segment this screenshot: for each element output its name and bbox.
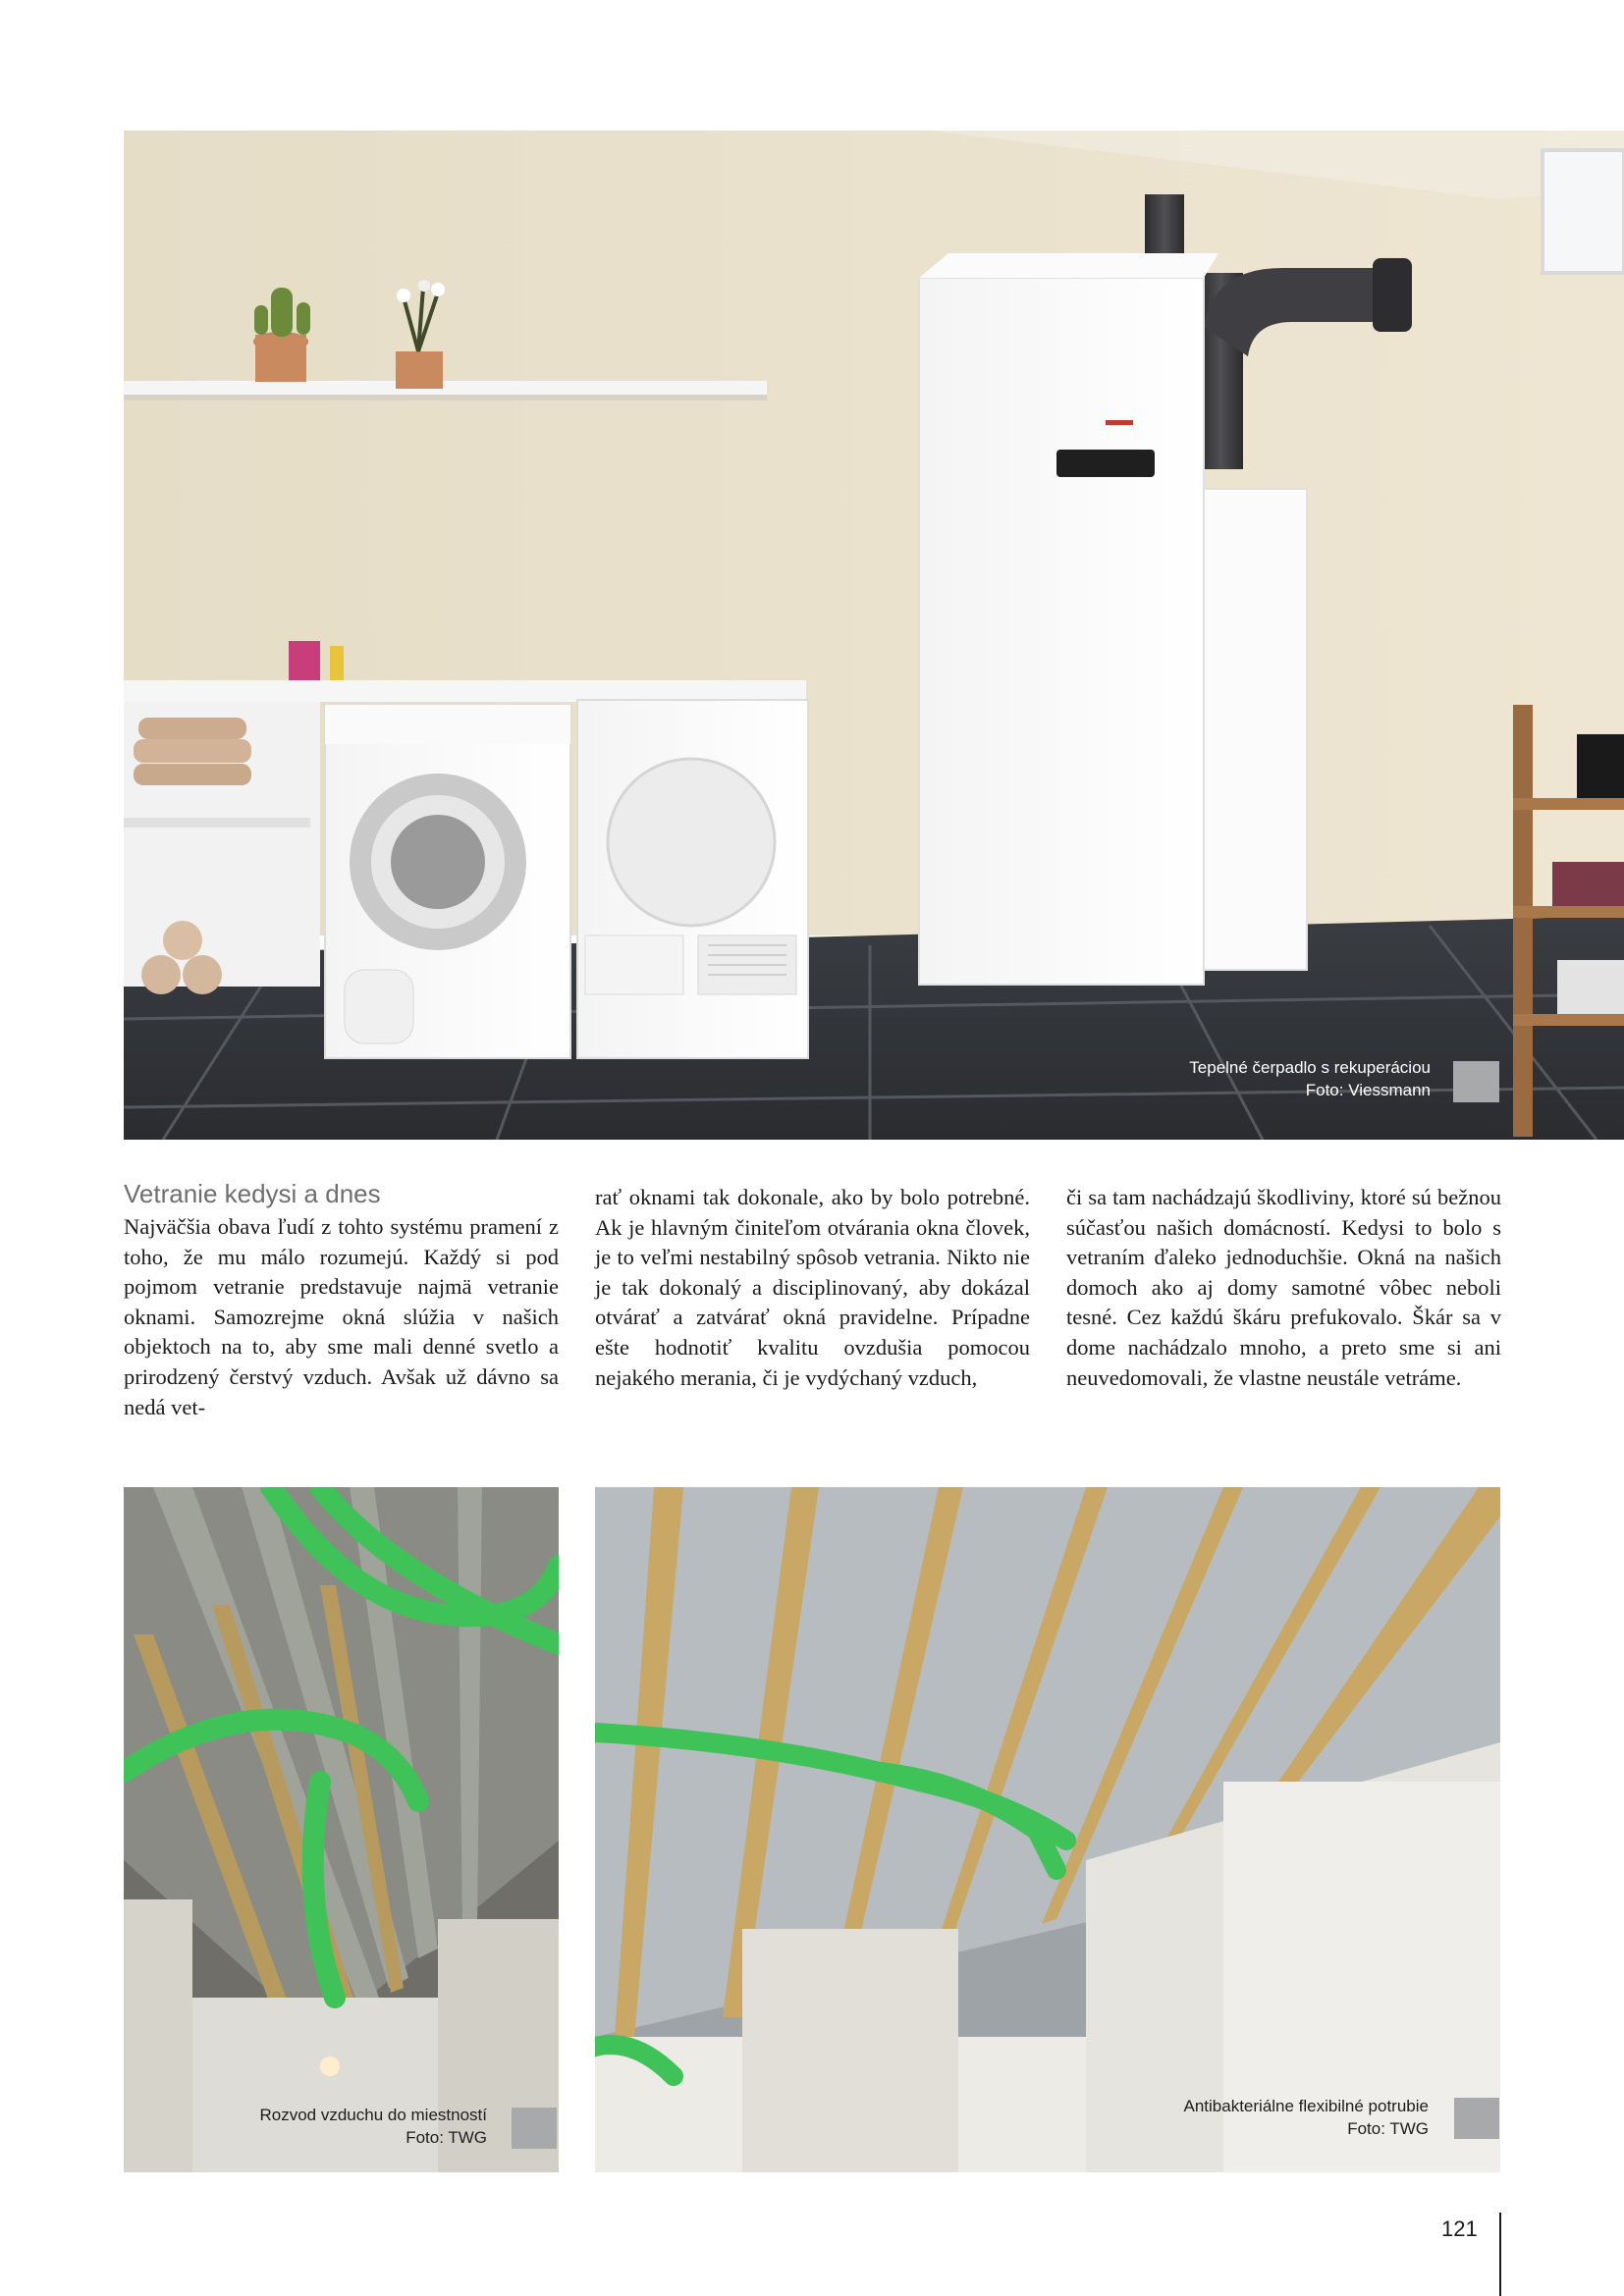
page-number: 121: [1441, 2216, 1478, 2241]
left-caption-title: Rozvod vzduchu do miestností: [259, 2106, 487, 2124]
flexible-pipes-photo: [595, 1487, 1500, 2172]
hero-caption-credit: Foto: Viessmann: [1305, 1081, 1431, 1099]
page-number-rule: [1499, 2213, 1501, 2296]
left-caption-square: [512, 2108, 557, 2149]
hero-caption-square: [1453, 1061, 1499, 1102]
right-caption-title: Antibakteriálne flexibilné potrubie: [1183, 2097, 1429, 2115]
right-caption-credit: Foto: TWG: [1347, 2119, 1429, 2138]
laundry-room-illustration: [124, 131, 1624, 1140]
left-caption-credit: Foto: TWG: [406, 2128, 487, 2147]
hero-photo: [124, 131, 1624, 1140]
hero-caption: [1011, 1056, 1431, 1101]
article-column-1: [124, 1178, 559, 1422]
column-3-text: či sa tam nachádzajú škodliviny, ktoré sú bežnou súčasťou našich domácností. Kedysi to bolo s vetraním ďaleko jednoduchšie. Okná na našich domoch ako aj domy samotné vôbec neboli tesné. Cez každú škáru prefukovalo. Škár sa v dome nachádzalo mnoho, a preto sme si ani neuvedomovali, že vlastne neustále vetráme.: [1066, 1185, 1501, 1390]
left-photo-caption: [167, 2104, 487, 2149]
hero-caption-title: Tepelné čerpadlo s rekuperáciou: [1189, 1058, 1431, 1077]
air-distribution-photo: [124, 1487, 559, 2172]
attic-pipes-illustration: [595, 1487, 1500, 2172]
section-heading: Vetranie kedysi a dnes: [124, 1179, 381, 1208]
column-1-text: Najväčšia obava ľudí z tohto systému pramení z toho, že mu málo rozumejú. Každý si pod pojmom vetranie predstavuje najmä vetranie oknami. Samozrejme okná slúžia v našich objektoch na to, aby sme mali denné svetlo a prirodzený čerstvý vzduch. Avšak už dávno sa nedá vet-: [124, 1214, 559, 1419]
ceiling-ducts-illustration: [124, 1487, 559, 2172]
article-column-3: [1066, 1183, 1501, 1393]
right-photo-caption: [1016, 2095, 1429, 2140]
column-2-text: rať oknami tak dokonale, ako by bolo potrebné. Ak je hlavným činiteľom otvárania okna človek, je to veľmi nestabilný spôsob vetrania. Nikto nie je tak dokonalý a disciplinovaný, aby dokázal otvárať a zatvárať okná pravidelne. Prípadne ešte hodnotiť kvalitu ovzdušia pomocou nejakého merania, či je vydýchaný vzduch,: [595, 1185, 1030, 1390]
right-caption-square: [1454, 2098, 1499, 2139]
article-column-2: [595, 1183, 1030, 1393]
